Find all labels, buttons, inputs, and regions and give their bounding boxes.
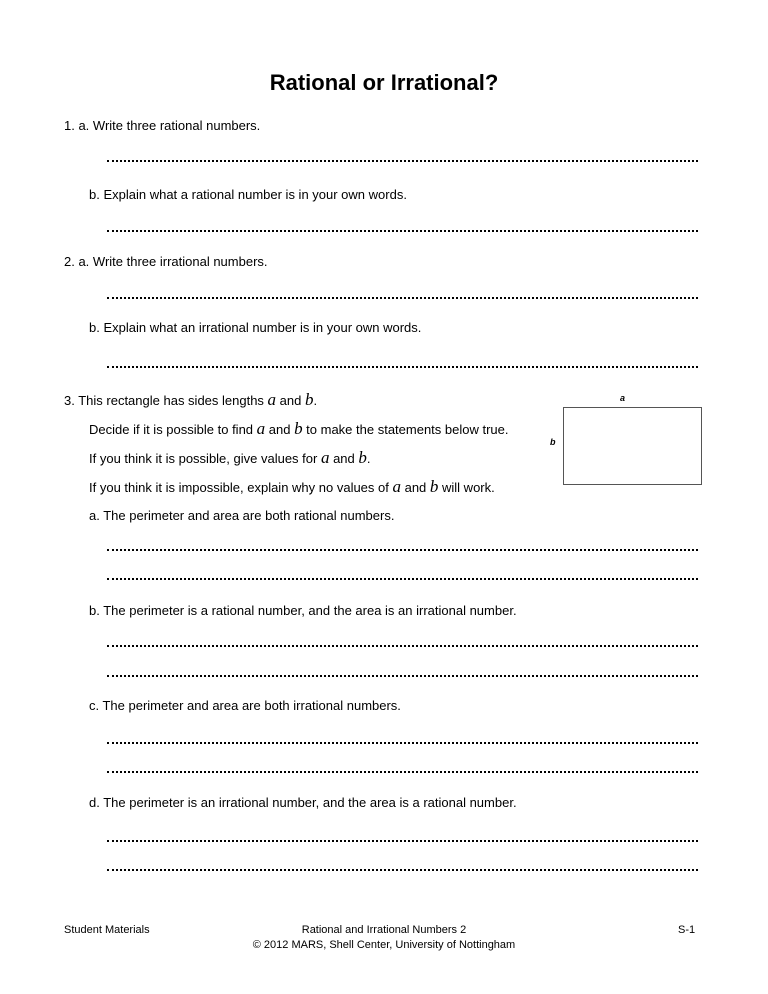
answer-line[interactable] — [107, 675, 698, 677]
footer-right: S-1 — [678, 924, 696, 936]
answer-line[interactable] — [107, 578, 698, 580]
answer-line[interactable] — [107, 742, 698, 744]
rectangle-label-a: a — [620, 393, 626, 403]
question-2b: b. Explain what an irrational number is in your own words. — [89, 320, 422, 335]
rectangle-label-b: b — [550, 437, 556, 447]
question-3b: b. The perimeter is a rational number, and the area is an irrational number. — [89, 603, 517, 618]
answer-line[interactable] — [107, 771, 698, 773]
question-3c: c. The perimeter and area are both irrational numbers. — [89, 698, 401, 713]
answer-line[interactable] — [107, 297, 698, 299]
answer-line[interactable] — [107, 230, 698, 232]
footer-center-line2: © 2012 MARS, Shell Center, University of Nottingham — [252, 939, 516, 951]
footer-center-line1: Rational and Irrational Numbers 2 — [301, 924, 467, 936]
answer-line[interactable] — [107, 840, 698, 842]
question-1b: b. Explain what a rational number is in your own words. — [89, 187, 407, 202]
question-3-decide: Decide if it is possible to find a and b to make the statements below true. — [89, 419, 509, 438]
question-3-impossible: If you think it is impossible, explain why no values of a and b will work. — [89, 477, 495, 496]
rectangle-diagram — [563, 407, 702, 485]
question-3-intro: 3. This rectangle has sides lengths a and b. — [64, 390, 318, 409]
footer-left: Student Materials — [64, 924, 150, 936]
question-3-possible: If you think it is possible, give values for a and b. — [89, 448, 371, 467]
answer-line[interactable] — [107, 366, 698, 368]
question-1a: 1. a. Write three rational numbers. — [64, 118, 261, 133]
question-2a: 2. a. Write three irrational numbers. — [64, 254, 268, 269]
answer-line[interactable] — [107, 549, 698, 551]
question-3d: d. The perimeter is an irrational number, and the area is a rational number. — [89, 795, 517, 810]
answer-line[interactable] — [107, 645, 698, 647]
answer-line[interactable] — [107, 160, 698, 162]
question-3a: a. The perimeter and area are both rational numbers. — [89, 508, 395, 523]
page-title: Rational or Irrational? — [269, 70, 499, 95]
answer-line[interactable] — [107, 869, 698, 871]
